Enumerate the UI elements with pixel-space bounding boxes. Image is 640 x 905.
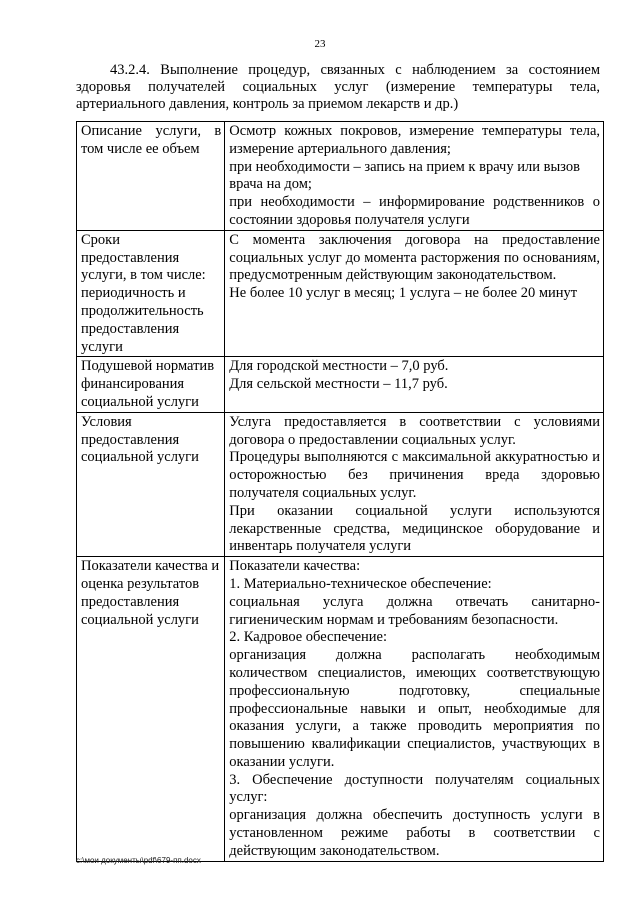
content-paragraph: Процедуры выполняются с максимальной аккуратностью и осторожностью без причинения вреда здоровью получателя социальных услуг. — [229, 449, 600, 501]
row-label: Описание услуги, в том числе ее объем — [77, 122, 225, 231]
table-row — [77, 122, 604, 231]
content-paragraph: 2. Кадровое обеспечение: — [229, 629, 388, 646]
content-paragraph: при необходимости – информирование родственников о состоянии здоровья получателя услуги — [229, 194, 600, 228]
table-row — [77, 357, 604, 412]
row-content — [225, 230, 604, 357]
content-paragraph: Показатели качества: — [229, 558, 361, 575]
content-paragraph: при необходимости – запись на прием к врачу или вызов врача на дом; — [229, 158, 580, 193]
row-label: Сроки предоставления услуги, в том числе: периодичность и продолжительность предоставления услуги — [77, 230, 225, 357]
footer-file-path: c:\мои документы\pdf\679-пп.docx — [76, 856, 201, 865]
content-paragraph: организация должна обеспечить доступность услуги в установленном режиме работы в соответствии с действующим законодательством. — [229, 807, 600, 859]
section-heading-paragraph: 43.2.4. Выполнение процедур, связанных с наблюдением за состоянием здоровья получателей социальных услуг (измерение температуры тела, артериального давления, контроль за приемом лекарств и др.) — [76, 62, 600, 112]
row-label: Условия предоставления социальной услуги — [77, 412, 225, 556]
table-row — [77, 230, 604, 357]
content-paragraph: Для сельской местности – 11,7 руб. — [229, 376, 448, 393]
content-paragraph: 3. Обеспечение доступности получателям социальных услуг: — [229, 771, 600, 806]
content-paragraph: Осмотр кожных покровов, измерение температуры тела, измерение артериального давления; — [229, 123, 600, 157]
content-paragraph: 1. Материально-техническое обеспечение: — [229, 575, 492, 592]
content-paragraph: организация должна располагать необходимым количеством специалистов, имеющих соответствующую профессиональную подготовку, специальные профессиональные навыки и опыт, необходимые для оказания услуги, а также проводить мероприятия по повышению квалификации специалистов, участвующих в оказании услуги. — [229, 647, 600, 770]
page-number: 23 — [314, 38, 326, 50]
row-content — [225, 122, 604, 231]
row-label: Подушевой норматив финансирования социальной услуги — [77, 357, 225, 412]
row-content — [225, 557, 604, 862]
row-label: Показатели качества и оценка результатов предоставления социальной услуги — [77, 557, 225, 862]
content-paragraph: Для городской местности – 7,0 руб. — [229, 358, 449, 375]
row-content — [225, 412, 604, 556]
content-paragraph: При оказании социальной услуги используются лекарственные средства, медицинское оборудование и инвентарь получателя услуги — [229, 502, 600, 555]
content-paragraph: Не более 10 услуг в месяц; 1 услуга – не более 20 минут — [229, 285, 578, 302]
content-paragraph: Услуга предоставляется в соответствии с условиями договора о предоставлении социальных услуг. — [229, 413, 600, 448]
table-row — [77, 412, 604, 556]
content-paragraph: С момента заключения договора на предоставление социальных услуг до момента расторжения по основаниям, предусмотренным действующим законодательством. — [229, 231, 600, 284]
row-content — [225, 357, 604, 412]
service-specification-table — [76, 121, 604, 862]
content-paragraph: социальная услуга должна отвечать санитарно-гигиеническим нормам и требованиям безопасности. — [229, 593, 600, 628]
table-row — [77, 557, 604, 862]
